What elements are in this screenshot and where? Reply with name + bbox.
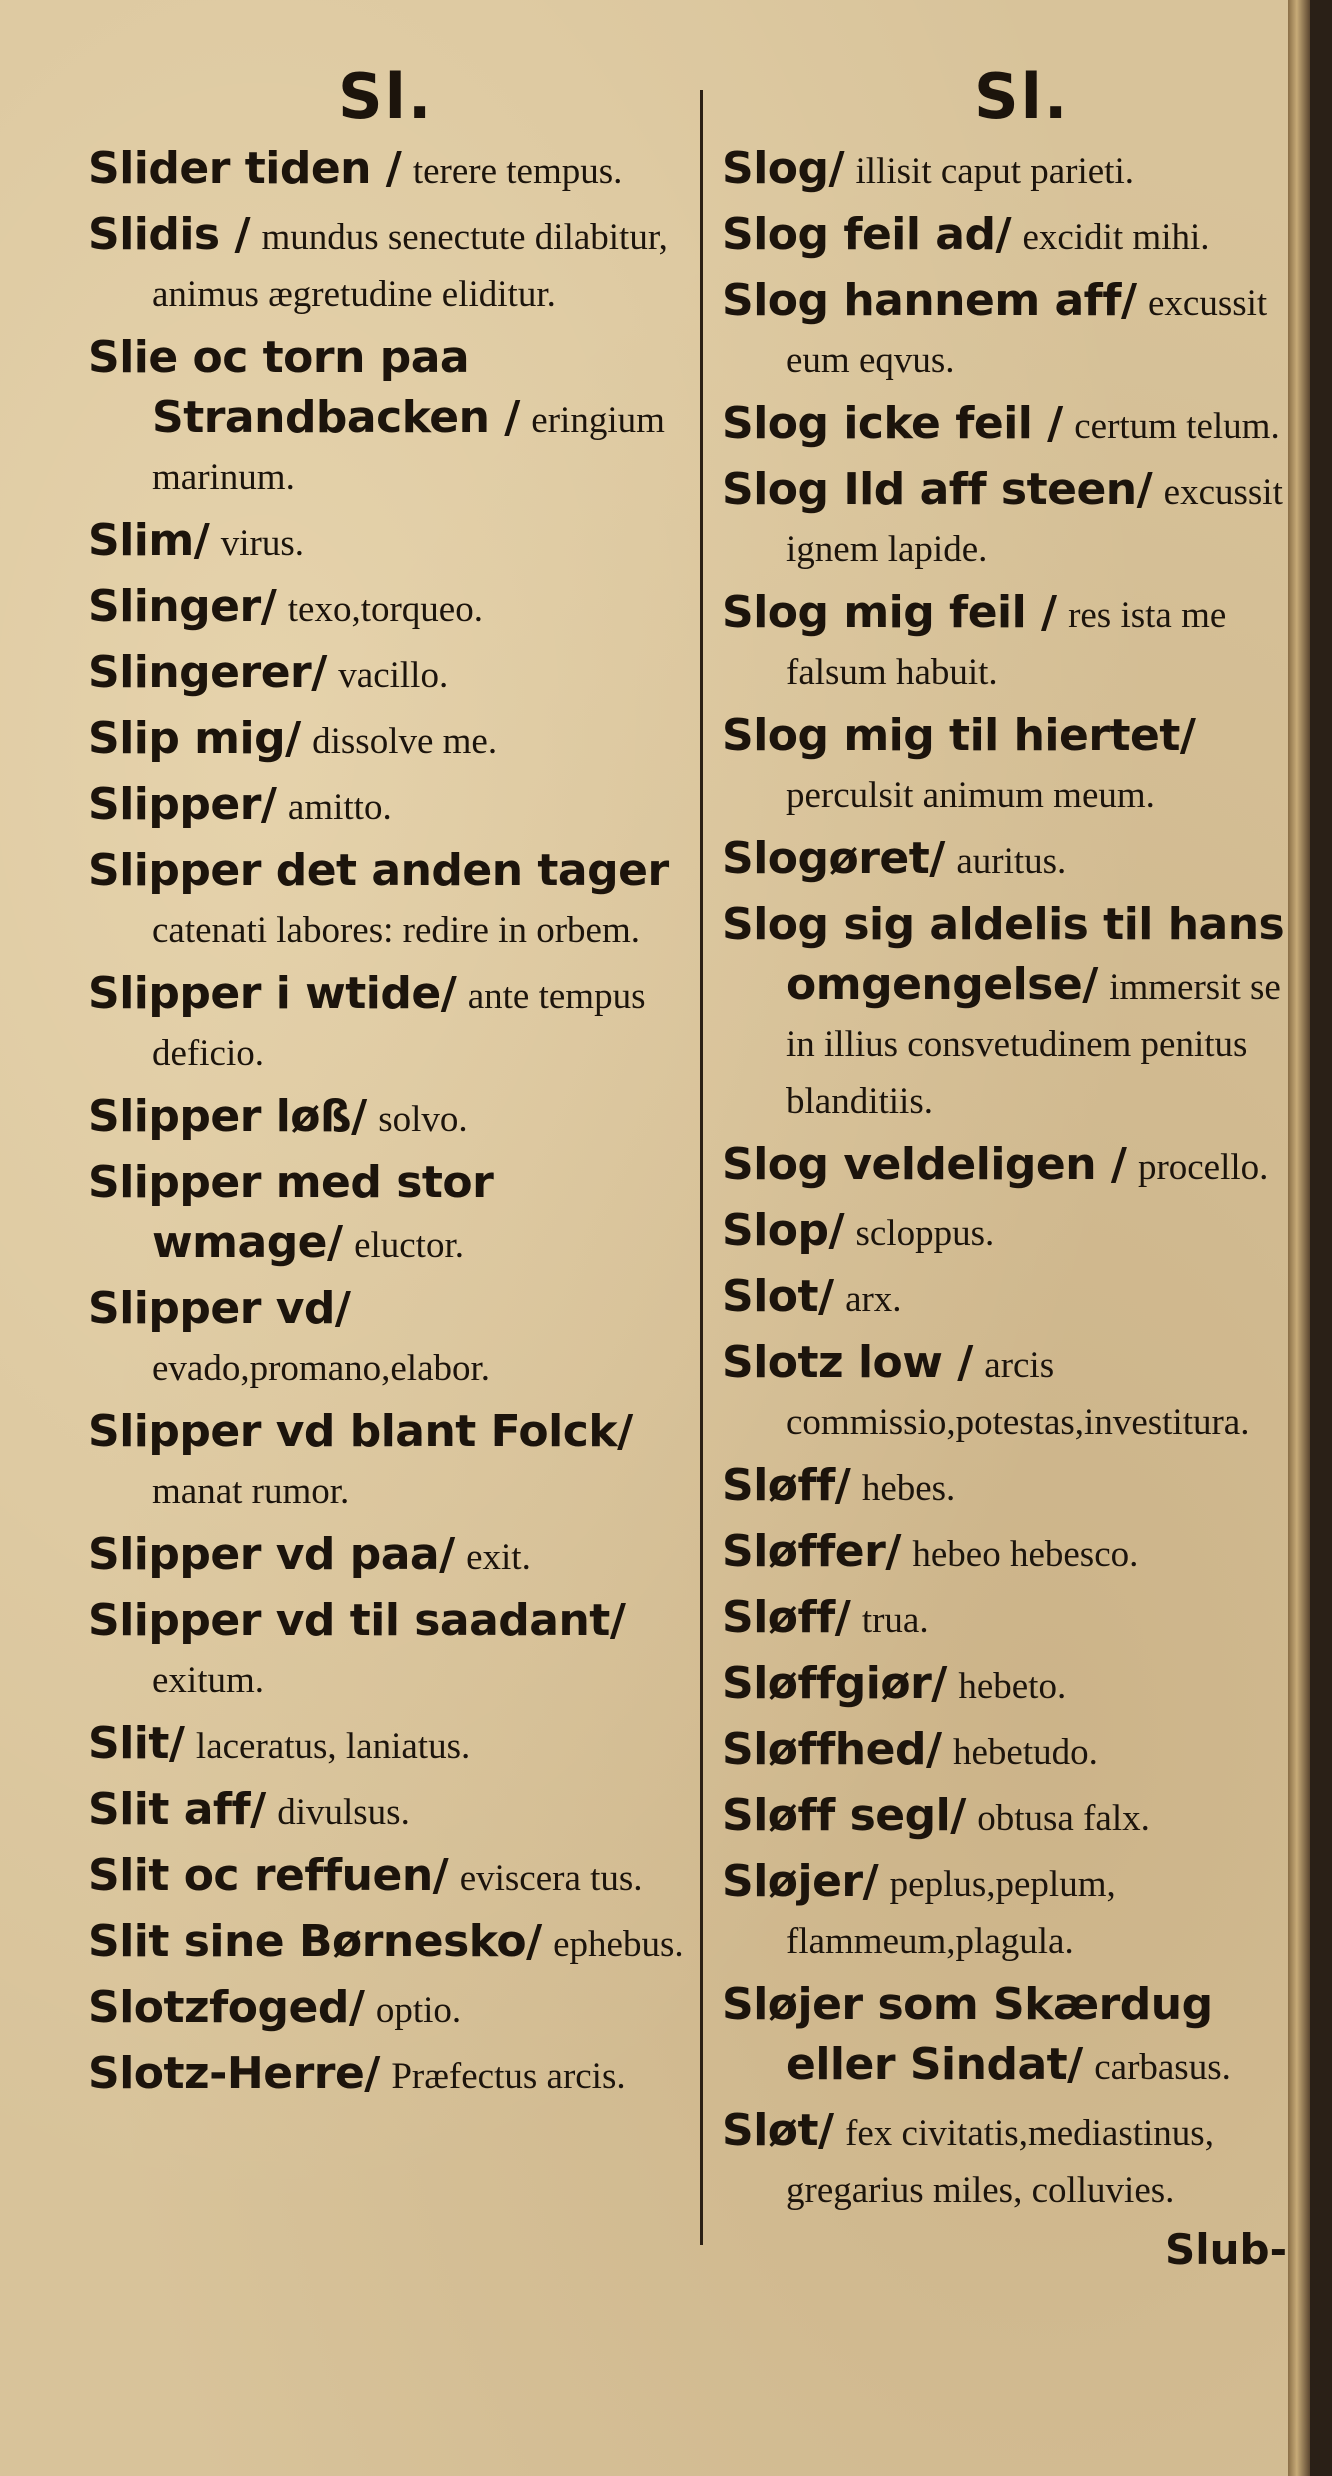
entry-headword: Slog sig aldelis til hans omgengelse/ <box>722 899 1285 1010</box>
entry-headword: Slinger/ <box>88 581 277 632</box>
entry-headword: Slog feil ad/ <box>722 209 1012 260</box>
entry-headword: Slog hannem aff/ <box>722 275 1137 326</box>
entry-translation: excussit ignem lapide. <box>786 472 1283 570</box>
entry-translation: excidit mihi. <box>1022 217 1210 258</box>
entry-headword: Slipper vd til saadant/ <box>88 1595 626 1646</box>
entry-headword: Slidis / <box>88 209 251 260</box>
entry-headword: Slipper vd/ <box>88 1283 351 1334</box>
entry-headword: Sløff segl/ <box>722 1790 966 1841</box>
dictionary-entry <box>722 272 1302 389</box>
dictionary-entry <box>88 2045 688 2105</box>
entry-headword: Slipper/ <box>88 779 277 830</box>
dictionary-entry <box>88 1403 688 1520</box>
dictionary-entry <box>88 1781 688 1841</box>
dictionary-entry <box>722 830 1302 890</box>
dictionary-entry <box>722 1334 1302 1451</box>
entry-translation: procello. <box>1137 1147 1269 1188</box>
entry-headword: Slipper i wtide/ <box>88 968 457 1019</box>
catchword: Slub- <box>1165 2225 1288 2274</box>
dictionary-entry <box>722 896 1302 1130</box>
dictionary-entry <box>722 2102 1302 2219</box>
dictionary-entry <box>88 1280 688 1397</box>
dictionary-entry <box>88 1088 688 1148</box>
entry-translation: laceratus, laniatus. <box>195 1726 471 1767</box>
entry-headword: Slotz-Herre/ <box>88 2048 380 2099</box>
entry-translation: arcis commissio,potestas,investitura. <box>786 1345 1250 1443</box>
dictionary-entry <box>88 1526 688 1586</box>
entry-translation: carbasus. <box>1094 2047 1231 2088</box>
dictionary-entry <box>722 1589 1302 1649</box>
entry-headword: Slog mig feil / <box>722 587 1057 638</box>
dictionary-entry <box>722 1721 1302 1781</box>
entry-translation: scloppus. <box>855 1213 995 1254</box>
entry-translation: amitto. <box>287 787 392 828</box>
entry-headword: Slog mig til hiertet/ <box>722 710 1196 761</box>
entry-headword: Slog veldeligen / <box>722 1139 1127 1190</box>
dictionary-entry <box>722 584 1302 701</box>
entry-translation: exitum. <box>152 1660 265 1701</box>
entry-headword: Sløff/ <box>722 1592 851 1643</box>
entry-headword: Sløffhed/ <box>722 1724 942 1775</box>
entry-translation: illisit caput parieti. <box>855 151 1134 192</box>
dictionary-entry <box>88 644 688 704</box>
entry-headword: Sløt/ <box>722 2105 834 2156</box>
dictionary-entry <box>88 578 688 638</box>
entry-translation: solvo. <box>378 1099 468 1140</box>
dictionary-entry <box>722 1268 1302 1328</box>
dictionary-entry <box>88 1154 688 1274</box>
dictionary-entry <box>88 842 688 959</box>
entry-headword: Slot/ <box>722 1271 834 1322</box>
entry-headword: Slog Ild aff steen/ <box>722 464 1153 515</box>
entry-translation: ephebus. <box>553 1924 684 1965</box>
dictionary-entry <box>88 1913 688 1973</box>
dictionary-entry <box>722 1523 1302 1583</box>
right-column-header: Sl. <box>974 60 1070 133</box>
entry-translation: texo,torqueo. <box>287 589 483 630</box>
entry-translation: mundus senectute dilabitur, animus ægretudine eliditur. <box>152 217 668 315</box>
entry-headword: Sløff/ <box>722 1460 851 1511</box>
dictionary-entry <box>88 710 688 770</box>
entry-translation: trua. <box>861 1600 929 1641</box>
entry-translation: hebeo hebesco. <box>912 1534 1139 1575</box>
column-divider <box>700 90 703 2245</box>
entry-headword: Sløffer/ <box>722 1526 901 1577</box>
entry-translation: eviscera tus. <box>459 1858 643 1899</box>
entry-headword: Slipper vd paa/ <box>88 1529 455 1580</box>
dictionary-entry <box>88 329 688 506</box>
entry-translation: catenati labores: redire in orbem. <box>152 910 640 951</box>
entry-headword: Slit oc reffuen/ <box>88 1850 449 1901</box>
entry-translation: ante tempus deficio. <box>152 976 646 1074</box>
left-entry-list <box>88 140 688 2105</box>
entry-headword: Slingerer/ <box>88 647 327 698</box>
dictionary-entry <box>722 206 1302 266</box>
entry-translation: immersit se in illius consvetudinem penitus blanditiis. <box>786 967 1281 1122</box>
entry-translation: vacillo. <box>338 655 449 696</box>
entry-translation: obtusa falx. <box>977 1798 1150 1839</box>
entry-translation: optio. <box>375 1990 462 2031</box>
entry-translation: eluctor. <box>354 1225 464 1266</box>
entry-translation: excussit eum eqvus. <box>786 283 1268 381</box>
dictionary-entry <box>722 1976 1302 2096</box>
entry-headword: Slogøret/ <box>722 833 945 884</box>
entry-headword: Sløffgiør/ <box>722 1658 947 1709</box>
left-column <box>88 60 688 2111</box>
entry-headword: Slog/ <box>722 143 845 194</box>
entry-headword: Slie oc torn paa Strandbacken / <box>88 332 520 443</box>
dictionary-entry <box>722 1787 1302 1847</box>
entry-headword: Slit aff/ <box>88 1784 266 1835</box>
entry-headword: Slog icke feil / <box>722 398 1063 449</box>
dictionary-entry <box>88 1979 688 2039</box>
entry-translation: eringium marinum. <box>152 400 665 498</box>
dictionary-entry <box>88 1592 688 1709</box>
dictionary-entry <box>722 1853 1302 1970</box>
entry-headword: Slotzfoged/ <box>88 1982 365 2033</box>
dictionary-entry <box>88 140 688 200</box>
entry-headword: Slotz low / <box>722 1337 973 1388</box>
entry-translation: hebeto. <box>958 1666 1067 1707</box>
entry-translation: exit. <box>466 1537 531 1578</box>
entry-translation: certum telum. <box>1074 406 1280 447</box>
dictionary-entry <box>722 140 1302 200</box>
dictionary-entry <box>88 1715 688 1775</box>
entry-headword: Slider tiden / <box>88 143 402 194</box>
entry-translation: peplus,peplum, flammeum,plagula. <box>786 1864 1116 1962</box>
dictionary-entry <box>88 512 688 572</box>
entry-headword: Slipper med stor wmage/ <box>88 1157 494 1268</box>
dictionary-entry <box>722 1136 1302 1196</box>
entry-headword: Sløjer/ <box>722 1856 879 1907</box>
entry-translation: hebetudo. <box>952 1732 1098 1773</box>
entry-translation: evado,promano,elabor. <box>152 1348 491 1389</box>
entry-translation: Præfectus arcis. <box>391 2056 626 2097</box>
dictionary-entry <box>88 965 688 1082</box>
dictionary-entry <box>722 461 1302 578</box>
right-column <box>722 60 1302 2225</box>
entry-translation: auritus. <box>956 841 1067 882</box>
dictionary-entry <box>722 1457 1302 1517</box>
dictionary-entry <box>88 1847 688 1907</box>
entry-headword: Slipper løß/ <box>88 1091 367 1142</box>
entry-translation: terere tempus. <box>412 151 623 192</box>
entry-translation: dissolve me. <box>312 721 498 762</box>
dictionary-entry <box>722 707 1302 824</box>
entry-headword: Slipper det anden tager <box>88 845 669 896</box>
entry-translation: divulsus. <box>277 1792 410 1833</box>
dictionary-entry <box>88 206 688 323</box>
entry-translation: virus. <box>220 523 304 564</box>
left-column-header: Sl. <box>338 60 434 133</box>
dictionary-entry <box>88 776 688 836</box>
entry-translation: perculsit animum meum. <box>786 775 1155 816</box>
dictionary-entry <box>722 1202 1302 1262</box>
entry-headword: Slit sine Børnesko/ <box>88 1916 542 1967</box>
entry-translation: manat rumor. <box>152 1471 350 1512</box>
right-entry-list <box>722 140 1302 2219</box>
entry-headword: Slipper vd blant Folck/ <box>88 1406 633 1457</box>
entry-translation: hebes. <box>861 1468 956 1509</box>
entry-translation: res ista me falsum habuit. <box>786 595 1227 693</box>
entry-headword: Sløjer som Skærdug eller Sindat/ <box>722 1979 1213 2090</box>
entry-translation: fex civitatis,mediastinus, gregarius miles, colluvies. <box>786 2113 1214 2211</box>
entry-translation: arx. <box>845 1279 902 1320</box>
entry-headword: Slit/ <box>88 1718 185 1769</box>
dictionary-entry <box>722 395 1302 455</box>
dictionary-entry <box>722 1655 1302 1715</box>
entry-headword: Slop/ <box>722 1205 845 1256</box>
entry-headword: Slip mig/ <box>88 713 301 764</box>
entry-headword: Slim/ <box>88 515 210 566</box>
